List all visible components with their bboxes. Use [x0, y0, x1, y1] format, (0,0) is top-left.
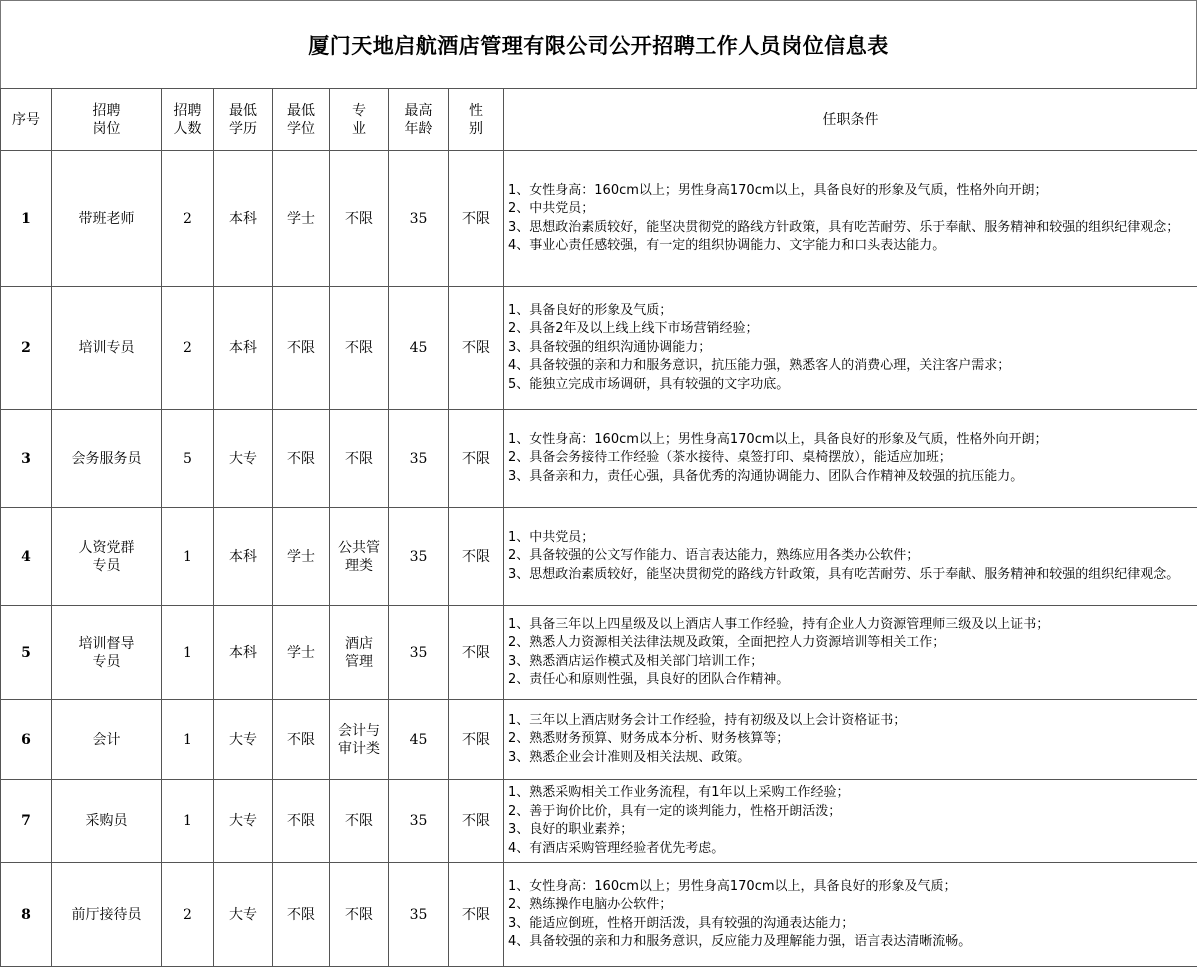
row-education-text: 大专: [229, 731, 257, 748]
row-degree: [273, 863, 330, 967]
row-gender-text: 不限: [462, 450, 490, 467]
row-education-text: 本科: [229, 644, 257, 661]
row-major: [330, 700, 389, 780]
table-row: [1, 410, 1197, 508]
row-age-text: 35: [409, 906, 428, 923]
title-row: [0, 0, 1197, 88]
row-major: [330, 606, 389, 700]
row-count: [162, 287, 214, 410]
row-education: [214, 151, 273, 287]
row-position: [52, 780, 162, 863]
row-degree-text: 学士: [287, 210, 315, 227]
row-education: [214, 606, 273, 700]
row-count-text: 1: [183, 548, 192, 565]
row-education-text: 大专: [229, 450, 257, 467]
row-gender-text: 不限: [462, 548, 490, 565]
requirement-line: 1、女性身高：160cm以上；男性身高170cm以上，具备良好的形象及气质；: [508, 878, 957, 894]
row-seq: [1, 606, 52, 700]
requirement-line: 1、熟悉采购相关工作业务流程，有1年以上采购工作经验；: [508, 785, 850, 800]
row-gender-text: 不限: [462, 340, 490, 356]
row-seq: [1, 863, 52, 967]
requirement-line: 1、中共党员；: [508, 529, 595, 545]
row-seq-text: 8: [21, 906, 31, 923]
row-gender: [449, 700, 504, 780]
row-seq-text: 2: [21, 340, 31, 356]
row-education-text: 大专: [229, 906, 257, 923]
row-count-text: 1: [183, 813, 192, 829]
header-education: 最低学历: [214, 89, 273, 151]
row-position-text: 带班老师: [78, 210, 135, 227]
requirement-line: 2、熟悉财务预算、财务成本分析、财务核算等；: [508, 731, 790, 747]
requirement-line: 3、思想政治素质较好，能坚决贯彻党的路线方针政策，具有吃苦耐劳、乐于奉献、服务精神和较强的组织纪律观念。: [508, 566, 1180, 582]
row-position-text: 前厅接待员: [71, 906, 142, 923]
row-count: [162, 863, 214, 967]
header-position: 招聘岗位: [52, 89, 162, 151]
requirement-line: 2、具备会务接待工作经验（茶水接待、桌签打印、桌椅摆放），能适应加班；: [508, 450, 952, 466]
row-degree-text: 不限: [287, 813, 315, 829]
row-education: [214, 700, 273, 780]
row-count: [162, 780, 214, 863]
row-requirements: [504, 151, 1197, 287]
row-position: [52, 151, 162, 287]
row-position: [52, 700, 162, 780]
row-age: [389, 606, 449, 700]
row-requirements: [504, 700, 1197, 780]
row-degree: [273, 700, 330, 780]
row-major-text: 酒店管理: [344, 635, 373, 670]
header-major: 专业: [330, 89, 389, 151]
row-education: [214, 287, 273, 410]
row-degree: [273, 410, 330, 508]
row-age-text: 45: [409, 731, 428, 748]
row-position: [52, 508, 162, 606]
row-requirements: [504, 606, 1197, 700]
row-degree: [273, 606, 330, 700]
row-count: [162, 410, 214, 508]
row-requirements: [504, 863, 1197, 967]
row-seq: [1, 700, 52, 780]
header-seq: 序号: [1, 89, 52, 151]
requirement-line: 3、具备较强的组织沟通协调能力；: [508, 339, 712, 355]
row-seq-text: 7: [21, 813, 31, 829]
row-seq-text: 3: [21, 450, 31, 467]
row-major-text: 会计与审计类: [338, 722, 380, 757]
row-major-text: 不限: [345, 450, 373, 467]
row-education: [214, 410, 273, 508]
header-requirements: 任职条件: [504, 89, 1197, 151]
requirement-line: 3、良好的职业素养；: [508, 822, 634, 837]
header-gender: 性别: [449, 89, 504, 151]
requirement-line: 4、具备较强的亲和力和服务意识，反应能力及理解能力强，语言表达清晰流畅。: [508, 934, 972, 949]
row-degree-text: 学士: [287, 548, 315, 565]
row-gender-text: 不限: [462, 731, 490, 748]
requirement-line: 2、具备较强的公文写作能力、语言表达能力，熟练应用各类办公软件；: [508, 548, 920, 564]
row-position-text: 会计: [92, 731, 121, 748]
row-count-text: 5: [183, 450, 192, 467]
header-age: 最高年龄: [389, 89, 449, 151]
row-age-text: 35: [409, 644, 428, 661]
row-count-text: 2: [183, 340, 192, 356]
row-count-text: 1: [183, 731, 192, 748]
row-degree: [273, 508, 330, 606]
row-major-text: 公共管理类: [338, 539, 380, 574]
table-row: [1, 508, 1197, 606]
row-degree: [273, 151, 330, 287]
requirement-line: 3、熟悉酒店运作模式及相关部门培训工作；: [508, 653, 764, 669]
requirement-line: 2、善于询价比价，具有一定的谈判能力，性格开朗活泼；: [508, 803, 842, 819]
row-count: [162, 606, 214, 700]
row-degree-text: 不限: [287, 450, 315, 467]
row-degree-text: 学士: [287, 644, 315, 661]
row-requirements: [504, 410, 1197, 508]
row-seq-text: 1: [21, 210, 31, 227]
row-position-text: 培训专员: [78, 340, 135, 356]
row-count-text: 2: [183, 906, 192, 923]
requirement-line: 3、熟悉企业会计准则及相关法规、政策。: [508, 749, 751, 765]
row-seq-text: 5: [21, 644, 31, 661]
requirement-line: 2、熟悉人力资源相关法律法规及政策，全面把控人力资源培训等相关工作；: [508, 635, 946, 650]
row-degree: [273, 780, 330, 863]
positions-table: [0, 88, 1197, 967]
row-position: [52, 287, 162, 410]
row-seq: [1, 287, 52, 410]
row-age: [389, 780, 449, 863]
table-row: [1, 606, 1197, 700]
requirement-line: 1、女性身高：160cm以上；男性身高170cm以上，具备良好的形象及气质，性格外向开朗；: [508, 182, 1048, 198]
row-major: [330, 508, 389, 606]
requirement-line: 3、具备亲和力，责任心强，具备优秀的沟通协调能力、团队合作精神及较强的抗压能力。: [508, 468, 1024, 484]
row-age-text: 35: [409, 210, 428, 227]
row-major: [330, 863, 389, 967]
requirement-line: 2、中共党员；: [508, 201, 595, 216]
row-gender: [449, 863, 504, 967]
requirement-line: 1、具备良好的形象及气质；: [508, 302, 673, 318]
header-row: [1, 89, 1197, 151]
row-major: [330, 410, 389, 508]
row-position: [52, 606, 162, 700]
row-age: [389, 151, 449, 287]
requirement-line: 3、能适应倒班，性格开朗活泼，具有较强的沟通表达能力；: [508, 915, 855, 931]
row-gender-text: 不限: [462, 210, 490, 227]
row-degree-text: 不限: [287, 340, 315, 356]
row-requirements: [504, 508, 1197, 606]
row-major-text: 不限: [345, 906, 373, 923]
row-count-text: 1: [183, 644, 192, 661]
header-count: 招聘人数: [162, 89, 214, 151]
row-major-text: 不限: [345, 340, 373, 356]
row-position-text: 人资党群专员: [78, 539, 135, 574]
header-degree: 最低学位: [273, 89, 330, 151]
row-gender-text: 不限: [462, 906, 490, 923]
row-education: [214, 863, 273, 967]
row-requirements: [504, 780, 1197, 863]
requirement-line: 1、具备三年以上四星级及以上酒店人事工作经验，持有企业人力资源管理师三级及以上证书；: [508, 616, 1050, 632]
table-row: [1, 780, 1197, 863]
row-position-text: 会务服务员: [71, 450, 142, 467]
row-age-text: 45: [409, 340, 428, 356]
requirement-line: 2、具备2年及以上线上线下市场营销经验；: [508, 321, 759, 337]
row-major-text: 不限: [345, 813, 373, 829]
row-seq-text: 4: [21, 548, 31, 565]
row-gender: [449, 151, 504, 287]
requirement-line: 2、熟练操作电脑办公软件；: [508, 897, 673, 912]
row-degree-text: 不限: [287, 906, 315, 923]
row-gender: [449, 287, 504, 410]
requirement-line: 4、具备较强的亲和力和服务意识，抗压能力强，熟悉客人的消费心理，关注客户需求；: [508, 358, 1011, 374]
row-seq: [1, 151, 52, 287]
requirement-line: 4、事业心责任感较强，有一定的组织协调能力、文字能力和口头表达能力。: [508, 238, 946, 253]
table-row: [1, 287, 1197, 410]
row-requirements: [504, 287, 1197, 410]
row-major-text: 不限: [345, 210, 373, 227]
row-gender: [449, 508, 504, 606]
row-education-text: 本科: [229, 340, 257, 356]
row-count: [162, 151, 214, 287]
row-education: [214, 508, 273, 606]
row-count-text: 2: [183, 210, 192, 227]
table-row: [1, 700, 1197, 780]
row-position: [52, 410, 162, 508]
row-major: [330, 151, 389, 287]
row-age: [389, 508, 449, 606]
row-age: [389, 410, 449, 508]
page-title: 厦门天地启航酒店管理有限公司公开招聘工作人员岗位信息表: [308, 32, 889, 58]
row-education: [214, 780, 273, 863]
row-count: [162, 700, 214, 780]
row-education-text: 本科: [229, 210, 257, 227]
row-seq: [1, 780, 52, 863]
row-age: [389, 287, 449, 410]
row-seq-text: 6: [21, 731, 31, 748]
row-education-text: 本科: [229, 548, 257, 565]
requirement-line: 1、三年以上酒店财务会计工作经验，持有初级及以上会计资格证书；: [508, 712, 907, 728]
row-major: [330, 287, 389, 410]
row-age: [389, 700, 449, 780]
row-position-text: 培训督导专员: [78, 635, 135, 670]
row-gender: [449, 606, 504, 700]
requirement-line: 5、能独立完成市场调研，具有较强的文字功底。: [508, 376, 790, 392]
row-degree-text: 不限: [287, 731, 315, 748]
row-age-text: 35: [409, 548, 428, 565]
row-count: [162, 508, 214, 606]
row-gender-text: 不限: [462, 644, 490, 661]
table-row: [1, 151, 1197, 287]
requirement-line: 2、责任心和原则性强，具良好的团队合作精神。: [508, 672, 790, 687]
row-major: [330, 780, 389, 863]
row-seq: [1, 508, 52, 606]
row-age: [389, 863, 449, 967]
requirement-line: 3、思想政治素质较好，能坚决贯彻党的路线方针政策，具有吃苦耐劳、乐于奉献、服务精神和较强的组织纪律观念；: [508, 219, 1180, 235]
requirement-line: 1、女性身高：160cm以上；男性身高170cm以上，具备良好的形象及气质，性格外向开朗；: [508, 431, 1048, 447]
requirement-line: 4、有酒店采购管理经验者优先考虑。: [508, 840, 725, 856]
row-gender-text: 不限: [462, 813, 490, 829]
row-gender: [449, 410, 504, 508]
row-age-text: 35: [409, 450, 428, 467]
row-education-text: 大专: [229, 813, 257, 829]
row-degree: [273, 287, 330, 410]
row-position-text: 采购员: [85, 813, 128, 829]
table-row: [1, 863, 1197, 967]
row-seq: [1, 410, 52, 508]
row-age-text: 35: [409, 813, 428, 829]
row-position: [52, 863, 162, 967]
row-gender: [449, 780, 504, 863]
